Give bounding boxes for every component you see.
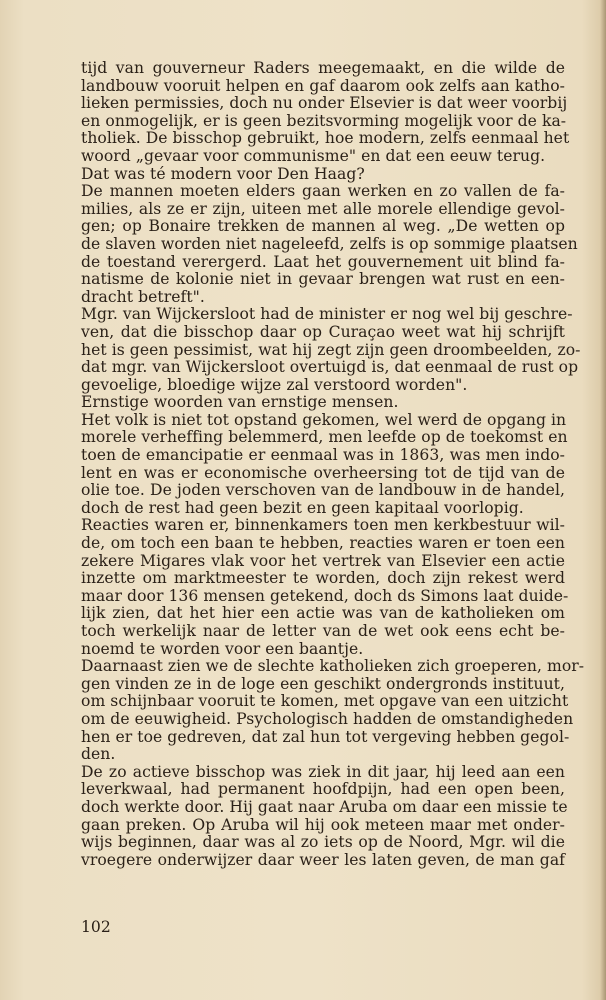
text-line: de slaven worden niet nageleefd, zelfs is op sommige plaatsen (81, 234, 578, 253)
text-line: vroegere onderwijzer daar weer les laten geven, de man gaf (81, 850, 565, 869)
text-line: Reacties waren er, binnenkamers toen men kerkbestuur wil- (81, 516, 565, 535)
text-line: gen; op Bonaire trekken de mannen al weg. „De wetten op (81, 217, 565, 236)
text-line: zekere Migares vlak voor het vertrek van Elsevier een actie (81, 551, 565, 570)
text-line: om schijnbaar vooruit te komen, met opgave van een uitzicht (81, 692, 569, 711)
text-line: ven, dat die bisschop daar op Curaçao weet wat hij schrijft (81, 322, 565, 341)
text-line: hen er toe gedreven, dat zal hun tot vergeving hebben gegol- (81, 727, 570, 746)
text-line: de, om toch een baan te hebben, reacties waren er toen een (81, 534, 565, 553)
text-line: toch werkelijk naar de letter van de wet ook eens echt be- (81, 622, 565, 640)
text-line: milies, als ze er zijn, uiteen met alle morele ellendige gevol- (81, 199, 565, 218)
text-line: landbouw vooruit helpen en gaf daarom ook zelfs aan katho- (81, 76, 565, 95)
page-number: 102 (81, 918, 111, 936)
text-line: tijd van gouverneur Raders meegemaakt, en die wilde de (81, 59, 565, 77)
text-line: inzette om marktmeester te worden, doch zijn rekest werd (81, 569, 565, 588)
text-line: toen de emancipatie er eenmaal was in 1863, was men indo- (81, 446, 565, 465)
text-line: Ernstige woorden van ernstige mensen. (81, 393, 399, 412)
text-line: De mannen moeten elders gaan werken en zo vallen de fa- (81, 182, 565, 201)
text-line: De zo actieve bisschop was ziek in dit jaar, hij leed aan een (81, 762, 565, 781)
text-line: tholiek. De bisschop gebruikt, hoe modern, zelfs eenmaal het (81, 129, 570, 148)
text-line: Mgr. van Wijckersloot had de minister er nog wel bij geschre- (81, 305, 573, 324)
text-line: om de eeuwigheid. Psychologisch hadden de omstandigheden (81, 709, 574, 728)
text-line: dracht betreft". (81, 287, 205, 306)
text-line: lijk zien, dat het hier een actie was van de katholieken om (81, 604, 565, 623)
text-line: natisme de kolonie niet in gevaar brengen wat rust en een- (81, 270, 565, 289)
text-line: en onmogelijk, er is geen bezitsvorming mogelijk voor de ka- (81, 111, 567, 130)
body-text (81, 59, 585, 869)
text-line: noemd te worden voor een baantje. (81, 639, 364, 658)
text-line: den. (81, 745, 116, 764)
text-line: het is geen pessimist, wat hij zegt zijn geen droombeelden, zo- (81, 340, 581, 359)
text-line: morele verheffing belemmerd, men leefde op de toekomst en (81, 428, 568, 447)
text-line: olie toe. De joden verschoven van de landbouw in de handel, (81, 481, 565, 500)
text-line: lieken permissies, doch nu onder Elsevier is dat weer voorbij (81, 94, 568, 113)
text-line: Daarnaast zien we de slechte katholieken zich groeperen, mor- (81, 657, 585, 676)
text-line: wijs beginnen, daar was al zo iets op de Noord, Mgr. wil die (81, 833, 565, 852)
text-line: maar door 136 mensen getekend, doch ds Simons laat duide- (81, 586, 569, 605)
text-line: gaan preken. Op Aruba wil hij ook meteen maar met onder- (81, 815, 565, 834)
text-line: de toestand verergerd. Laat het gouvernement uit blind fa- (81, 252, 565, 271)
text-line: Dat was té modern voor Den Haag? (81, 164, 365, 183)
text-line: leverkwaal, had permanent hoofdpijn, had een open been, (81, 780, 565, 799)
text-line: gevoelige, bloedige wijze zal verstoord worden". (81, 375, 468, 394)
text-line: lent en was er economische overheersing tot de tijd van de (81, 463, 565, 482)
text-line: Het volk is niet tot opstand gekomen, wel werd de opgang in (81, 410, 567, 429)
text-line: doch de rest had geen bezit en geen kapitaal voorlopig. (81, 498, 524, 517)
text-line: gen vinden ze in de loge een geschikt ondergronds instituut, (81, 674, 565, 693)
text-line: doch werkte door. Hij gaat naar Aruba om daar een missie te (81, 797, 568, 816)
text-line: woord „gevaar voor communisme" en dat een eeuw terug. (81, 146, 546, 165)
text-line: dat mgr. van Wijckersloot overtuigd is, dat eenmaal de rust op (81, 358, 579, 377)
